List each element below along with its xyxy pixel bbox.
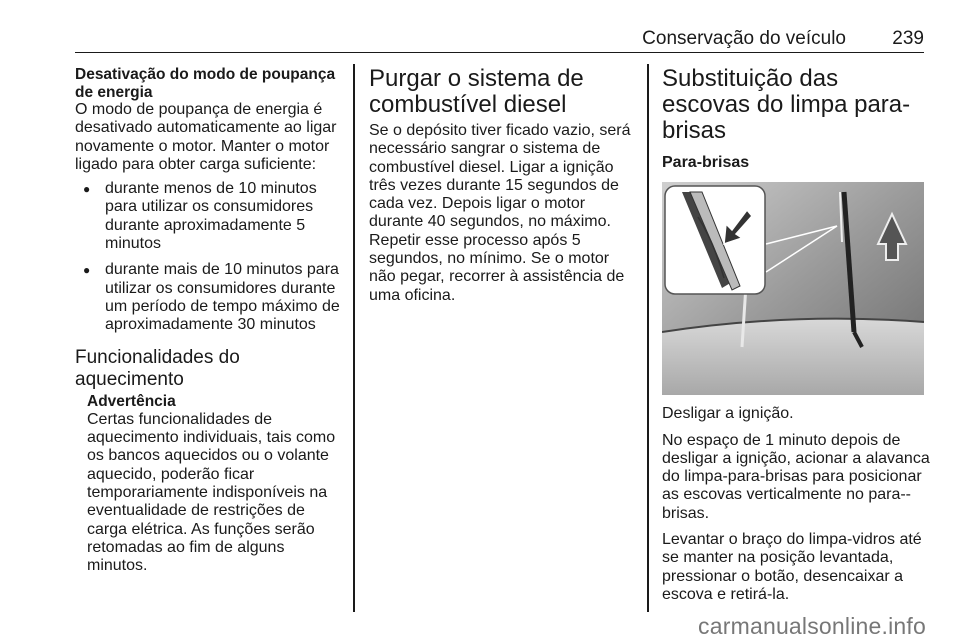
warning-box [87,393,345,576]
wiper-step-3: Levantar o braço do limpa-vidros até se manter na posição levantada, pressionar o botão, desencaixar a escova e retirá-la. [662,531,922,603]
page-number: 239 [892,28,924,49]
column-3 [662,66,930,604]
wiper-illustration [662,182,924,395]
column-2 [369,66,637,305]
watermark: carmanualsonline.info [698,613,926,639]
bullet-list [75,180,345,334]
wiper-section-title: Substituição das escovas do limpa para-brisas [662,65,911,144]
column-divider [353,64,355,612]
warning-title: Advertência [87,392,176,410]
wiper-step-2: No espaço de 1 minuto depois de desligar a ignição, acionar a alavanca do limpa-para-brisas para posicionar as escovas verticalmente no para--brisas. [662,431,930,522]
column-1 [75,66,345,576]
list-item: ● durante menos de 10 minutos para utilizar os consumidores durante aproximadamente 5 minutos [75,180,345,253]
header-title: Conservação do veículo [642,28,846,49]
energy-saving-intro: O modo de poupança de energia é desativado automaticamente ao ligar novamente o motor. Manter o motor ligado para obter carga suficiente: [75,101,337,173]
warning-text: Certas funcionalidades de aquecimento individuais, tais como os bancos aquecidos ou o volante aquecido, poderão ficar temporariamente indisponíveis na eventualidade de restrições de carga elétrica. As funções serão retomadas ao fim de alguns minutos. [87,410,336,575]
wiper-step-1: Desligar a ignição. [662,405,794,423]
diesel-section-title: Purgar o sistema de combustível diesel [369,65,584,118]
windscreen-subtitle: Para-brisas [662,154,750,171]
list-item: ● durante mais de 10 minutos para utilizar os consumidores durante um período de tempo máximo de aproximadamente 30 minutos [75,261,345,334]
column-divider [647,64,649,612]
energy-saving-heading: Desativação do modo de poupança de energia [75,66,336,101]
heating-section-title: Funcionalidades do aquecimento [75,346,240,390]
page-header [75,30,924,53]
diesel-body: Se o depósito tiver ficado vazio, será necessário sangrar o sistema de combustível diesel. Ligar a ignição três vezes durante 15 segundos de cada vez. Depois ligar o motor durante 40 segundos, no máximo. Repetir esse processo após 5 segundos, no mínimo. Se o motor não pegar, recorrer à assistência de uma oficina. [369,122,631,304]
